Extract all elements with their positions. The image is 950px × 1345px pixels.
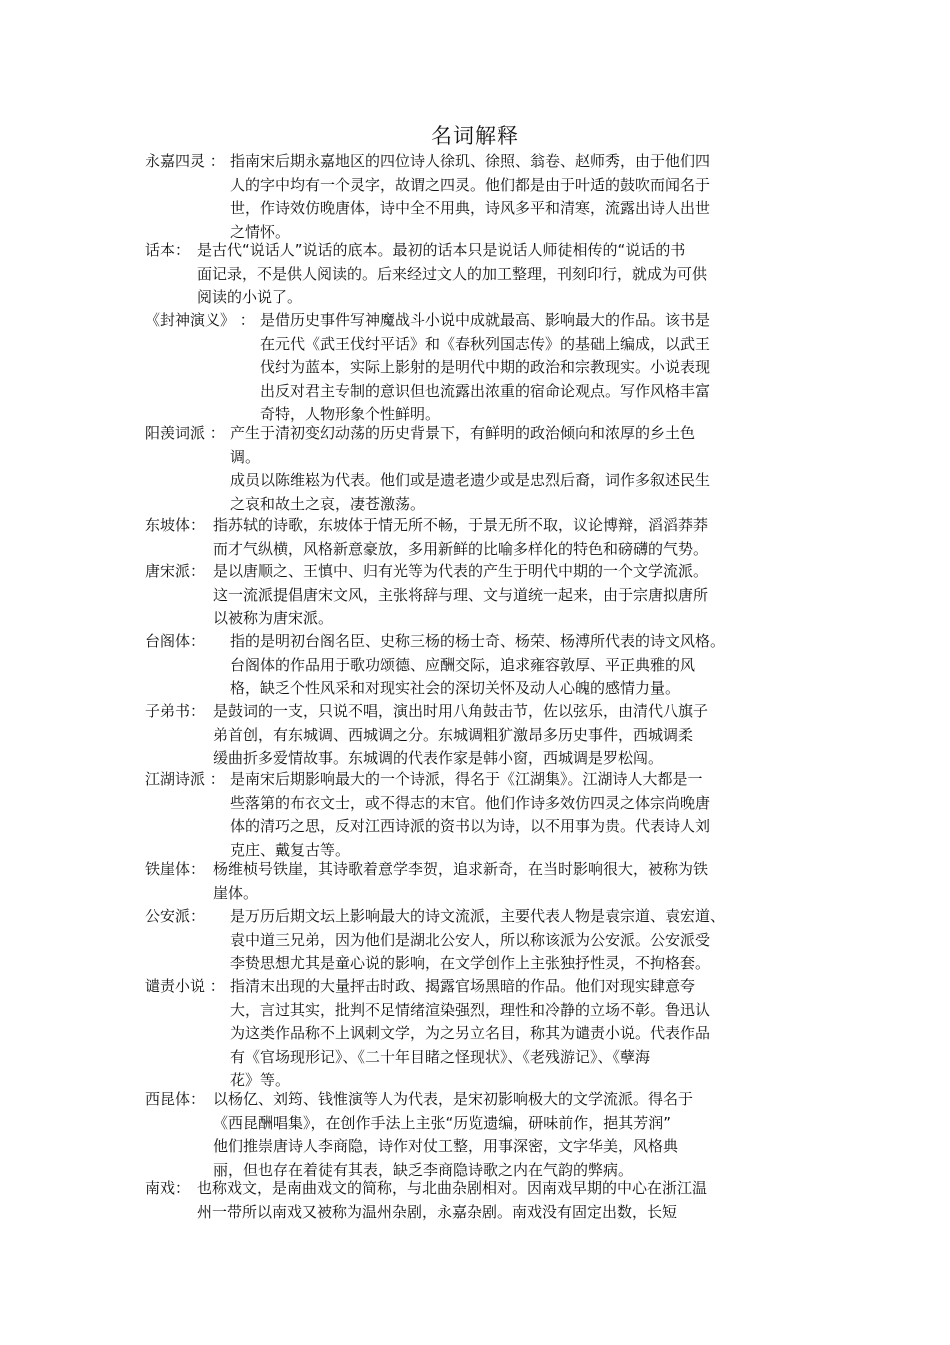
- definition-line: 袁中道三兄弟，因为他们是湖北公安人，所以称该派为公安派。公安派受: [230, 930, 711, 949]
- definition-line: 以被称为唐宋派。: [213, 609, 334, 627]
- definition-line: 体的清巧之思，反对江西诗派的资书以为诗，以不用事为贵。代表诗人刘: [230, 817, 711, 835]
- definition-line: 世，作诗效仿晚唐体，诗中全不用典，诗风多平和清寒，流露出诗人出世: [230, 199, 711, 217]
- glossary-term: 永嘉四灵 ：: [145, 152, 225, 170]
- glossary-entry: [145, 700, 765, 771]
- glossary-term: 唐宋派：: [145, 562, 206, 580]
- glossary-entry: [145, 239, 765, 310]
- glossary-entry: [145, 630, 765, 701]
- definition-line: 面记录，不是供人阅读的。后来经过文人的加工整理，刊刻印行，就成为可供: [197, 264, 708, 283]
- glossary-term: 东坡体：: [145, 516, 206, 534]
- definition-line: 是古代“说话人”说话的底本。最初的话本只是说话人师徒相传的“说话的书: [197, 241, 686, 259]
- glossary-entry: [145, 422, 765, 516]
- definition-line: 丽，但也存在着徒有其表，缺乏李商隐诗歌之内在气韵的弊病。: [213, 1160, 634, 1179]
- definition-line: 奇特，人物形象个性鲜明。: [260, 405, 441, 423]
- definition-line: 出反对君主专制的意识但也流露出浓重的宿命论观点。写作风格丰富: [260, 381, 711, 400]
- definition-line: 是南宋后期影响最大的一个诗派，得名于《江湖集》。江湖诗人大都是一: [230, 770, 703, 788]
- definition-line: 指清末出现的大量抨击时政、揭露官场黑暗的作品。他们对现实肆意夸: [230, 977, 696, 995]
- glossary-entry: [145, 768, 765, 862]
- document-title: 名词解释: [431, 124, 519, 148]
- glossary-term: 公安派：: [145, 907, 206, 925]
- definition-line: 在元代《武王伐纣平话》和《春秋列国志传》的基础上编成，以武王: [260, 334, 711, 353]
- definition-line: 杨维桢号铁崖，其诗歌着意学李贺，追求新奇，在当时影响很大，被称为铁: [213, 860, 709, 878]
- glossary-term: 话本：: [145, 241, 191, 259]
- definition-line: 他们推崇唐诗人李商隐，诗作对仗工整，用事深密，文字华美，风格典: [213, 1137, 679, 1155]
- glossary-term: 子弟书：: [145, 702, 206, 720]
- definition-line: 以杨亿、刘筠、钱惟演等人为代表，是宋初影响极大的文学流派。得名于: [213, 1090, 694, 1108]
- definition-line: 成员以陈维崧为代表。他们或是遗老遗少或是忠烈后裔，词作多叙述民生: [230, 471, 711, 489]
- definition-line: 为这类作品称不上讽刺文学，为之另立名目，称其为谴责小说。代表作品: [230, 1024, 711, 1042]
- definition-line: 之情怀。: [230, 222, 291, 241]
- definition-line: 是万历后期文坛上影响最大的诗文流派，主要代表人物是袁宗道、袁宏道、: [230, 907, 726, 925]
- definition-line: 伐纣为蓝本，实际上影射的是明代中期的政治和宗教现实。小说表现: [260, 358, 711, 376]
- glossary-entry: [145, 975, 765, 1093]
- glossary-term: 西昆体：: [145, 1090, 206, 1108]
- definition-line: 台阁体的作品用于歌功颂德、应酬交际，追求雍容敦厚、平正典雅的风: [230, 655, 696, 674]
- definition-line: 花》等。: [230, 1071, 291, 1089]
- definition-line: 是以唐顺之、王慎中、归有光等为代表的产生于明代中期的一个文学流派。: [213, 562, 709, 580]
- definition-line: 调。: [230, 447, 261, 466]
- glossary-term: 谴责小说 ：: [145, 977, 225, 995]
- glossary-term: 阳羡词派 ：: [145, 424, 225, 442]
- glossary-entry: [145, 514, 765, 561]
- definition-line: 崖体。: [213, 883, 259, 902]
- definition-line: 格，缺乏个性风采和对现实社会的深切关怀及动人心魄的感情力量。: [230, 679, 681, 697]
- glossary-term: 南戏：: [145, 1179, 191, 1197]
- glossary-entry: [145, 560, 765, 631]
- definition-line: 弟首创，有东城调、西城调之分。东城调粗犷激昂多历史事件，西城调柔: [213, 725, 694, 744]
- definition-line: 大，言过其实，批判不足情绪渲染强烈，理性和冷静的立场不彰。鲁迅认: [230, 1000, 711, 1019]
- glossary-term: 铁崖体：: [145, 860, 206, 878]
- definition-line: 克庄、戴复古等。: [230, 840, 351, 859]
- definition-line: 阅读的小说了。: [197, 288, 303, 306]
- glossary-entry: [145, 309, 765, 427]
- glossary-entry: [145, 1177, 765, 1224]
- definition-line: 产生于清初变幻动荡的历史背景下，有鲜明的政治倾向和浓厚的乡土色: [230, 424, 696, 442]
- definition-line: 有《官场现形记》、《二十年目睹之怪现状》、《老残游记》、《孽海: [230, 1047, 651, 1066]
- definition-line: 《西昆酬唱集》，在创作手法上主张“历览遗编，研味前作，挹其芳润”: [213, 1113, 672, 1132]
- glossary-term: 台阁体：: [145, 632, 206, 650]
- definition-line: 这一流派提倡唐宋文风，主张将辞与理、文与道统一起来，由于宗唐拟唐所: [213, 585, 709, 604]
- glossary-entry: [145, 150, 765, 244]
- definition-line: 些落第的布衣文士，或不得志的末官。他们作诗多效仿四灵之体宗尚晚唐: [230, 793, 711, 812]
- definition-line: 指的是明初台阁名臣、史称三杨的杨士奇、杨荣、杨溥所代表的诗文风格。: [230, 632, 726, 650]
- definition-line: 指南宋后期永嘉地区的四位诗人徐玑、徐照、翁卷、赵师秀，由于他们四: [230, 152, 711, 170]
- definition-line: 是鼓词的一支，只说不唱，演出时用八角鼓击节，佐以弦乐，由清代八旗子: [213, 702, 709, 720]
- definition-line: 人的字中均有一个灵字，故谓之四灵。他们都是由于叶适的鼓吹而闻名于: [230, 175, 711, 194]
- definition-line: 缓曲折多爱情故事。东城调的代表作家是韩小窗，西城调是罗松闯。: [213, 749, 664, 767]
- definition-line: 之哀和故土之哀，凄苍激荡。: [230, 494, 426, 513]
- glossary-term: 江湖诗派 ：: [145, 770, 225, 788]
- glossary-entry: [145, 858, 765, 905]
- definition-line: 是借历史事件写神魔战斗小说中成就最高、影响最大的作品。该书是: [260, 311, 711, 329]
- glossary-entry: [145, 905, 765, 976]
- definition-line: 而才气纵横，风格新意豪放，多用新鲜的比喻多样化的特色和磅礴的气势。: [213, 539, 709, 558]
- definition-line: 州一带所以南戏又被称为温州杂剧，永嘉杂剧。南戏没有固定出数，长短: [197, 1202, 678, 1221]
- definition-line: 李贽思想尤其是童心说的影响，在文学创作上主张独抒性灵，不拘格套。: [230, 954, 711, 972]
- definition-line: 也称戏文，是南曲戏文的简称，与北曲杂剧相对。因南戏早期的中心在浙江温: [197, 1179, 708, 1197]
- glossary-entry: [145, 1088, 765, 1182]
- definition-line: 指苏轼的诗歌，东坡体于情无所不畅，于景无所不取，议论博辩，滔滔莽莽: [213, 516, 709, 534]
- glossary-term: 《封神演义》 ：: [145, 311, 255, 329]
